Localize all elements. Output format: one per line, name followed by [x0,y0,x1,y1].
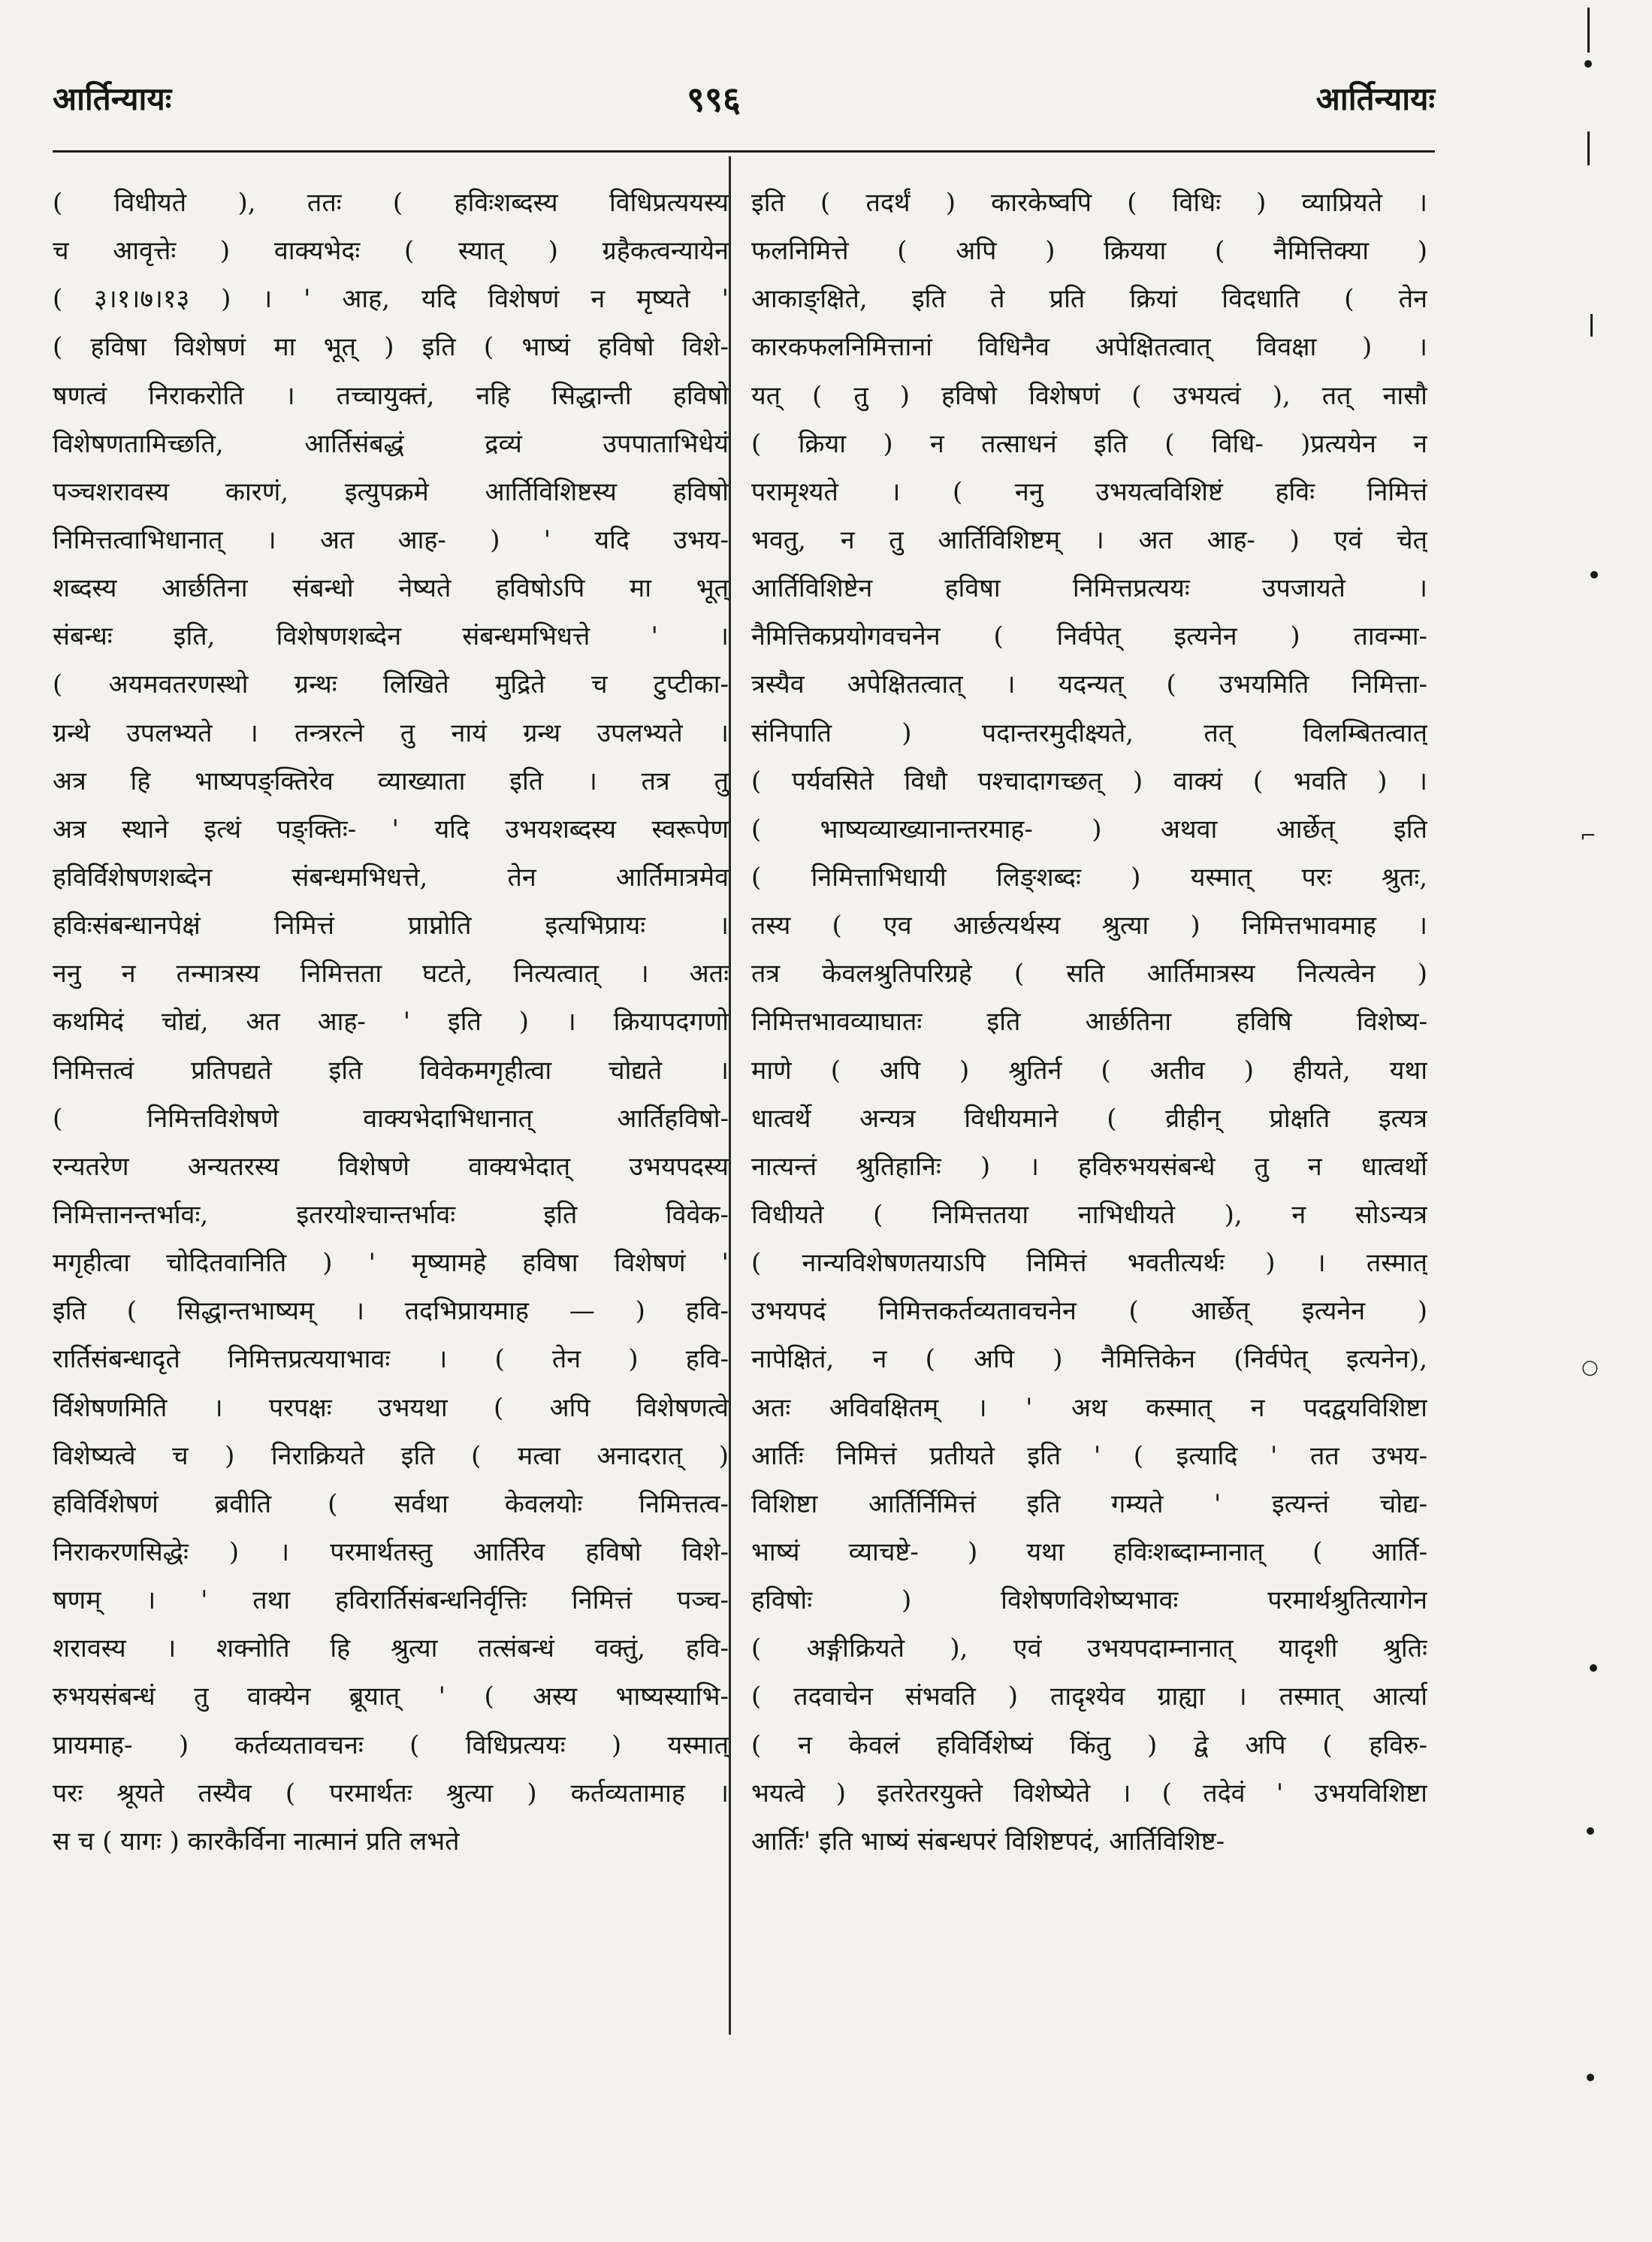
left-column-line: षणम् । ' तथा हविरार्तिसंबन्धनिर्वृत्तिः निमित्तं पञ्च- [53,1585,729,1616]
right-column-line: यत् ( तु ) हविषो विशेषणं ( उभयत्वं ), तत् नासौ [751,380,1427,411]
running-title-right: आर्तिन्यायः [1315,80,1435,117]
margin-mark [1590,571,1598,579]
left-column-line: र्विशेषणमिति । परपक्षः उभयथा ( अपि विशेषणत्वे [53,1392,729,1423]
left-column-line: हविर्विशेषणं ब्रवीति ( सर्वथा केवलयोः निमित्तत्व- [53,1488,729,1519]
left-column-line: हविर्विशेषणशब्देन संबन्धमभिधत्ते, तेन आर्तिमात्रमेव [53,862,729,893]
left-column-line: निमित्तानन्तर्भावः, इतरयोश्चान्तर्भावः इति विवेक- [53,1199,729,1230]
right-column-line: ( न केवलं हविर्विशेष्यं किंतु ) द्वे अपि ( हविरु- [751,1730,1427,1760]
right-column [751,179,1427,2177]
margin-mark: ⌐ [1580,825,1596,848]
right-column-line: भवतु, न तु आर्तिविशिष्टम् । अत आह- ) एवं चेत् [751,524,1427,555]
left-column-line: षणत्वं निराकरोति । तच्चायुक्तं, नहि सिद्धान्ती हविषो [53,380,729,411]
left-column-line: अत्र स्थाने इत्थं पङ्क्तिः- ' यदि उभयशब्दस्य स्वरूपेण [53,814,729,845]
left-column-line: ननु न तन्मात्रस्य निमित्तता घटते, नित्यत्वात् । अतः [53,959,729,990]
left-column-line: अत्र हि भाष्यपङ्क्तिरेव व्याख्याता इति । तत्र तु [53,766,729,796]
margin-mark [1587,2074,1594,2081]
right-column-line: ( क्रिया ) न तत्साधनं इति ( विधि- )प्रत्ययेन न [751,428,1427,459]
left-column-line: निमित्तत्वं प्रतिपद्यते इति विवेकमगृहीत्वा चोद्यते । [53,1055,729,1086]
margin-mark [1587,8,1590,53]
right-column-line: इति ( तदर्थं ) कारकेष्वपि ( विधिः ) व्याप्रियते । [751,188,1427,218]
right-column-line: नापेक्षितं, न ( अपि ) नैमित्तिकेन (निर्वपेत् इत्यनेन), [751,1344,1427,1375]
left-column-line: कथमिदं चोद्यं, अत आह- ' इति ) । क्रियापदगणो [53,1007,729,1038]
page-header [53,69,1435,129]
left-column-line: विशेषणतामिच्छति, आर्तिसंबद्धं द्रव्यं उपपाताभिधेयं [53,428,729,459]
right-column-line: आर्तिः निमित्तं प्रतीयते इति ' ( इत्यादि ' तत उभय- [751,1440,1427,1471]
running-title-left: आर्तिन्यायः [53,80,172,117]
right-column-line: त्रस्यैव अपेक्षितत्वात् । यदन्यत् ( उभयमिति निमित्ता- [751,669,1427,700]
right-column-line: नात्यन्तं श्रुतिहानिः ) । हविरुभयसंबन्धे तु न धात्वर्थो [751,1151,1427,1182]
right-column-line: कारकफलनिमित्तानां विधिनैव अपेक्षितत्वात् विवक्षा ) । [751,332,1427,363]
right-column-line: आर्तिः' इति भाष्यं संबन्धपरं विशिष्टपदं, आर्तिविशिष्ट- [751,1826,1225,1857]
right-column-line: ( नान्यविशेषणतयाऽपि निमित्तं भवतीत्यर्थः ) । तस्मात् [751,1248,1427,1279]
right-column-line: ( पर्यवसिते विधौ पश्चादागच्छत् ) वाक्यं ( भवति ) । [751,766,1427,796]
right-column-line: अतः अविवक्षितम् । ' अथ कस्मात् न पदद्वयविशिष्टा [751,1392,1427,1423]
right-column-line: विधीयते ( निमित्ततया नाभिधीयते ), न सोऽन्यत्र [751,1199,1427,1230]
left-column-line: इति ( सिद्धान्तभाष्यम् । तदभिप्रायमाह — ) हवि- [53,1296,729,1327]
left-column-line: पञ्चशरावस्य कारणं, इत्युपक्रमे आर्तिविशिष्टस्य हविषो [53,476,729,507]
right-column-line: ( निमित्ताभिधायी लिङ्शब्दः ) यस्मात् परः श्रुतः, [751,862,1427,893]
margin-mark [1587,1827,1594,1835]
left-column-line: प्रायमाह- ) कर्तव्यतावचनः ( विधिप्रत्ययः ) यस्मात् [53,1730,729,1760]
right-column-line: आकाङ्क्षिते, इति ते प्रति क्रियां विदधाति ( तेन [751,284,1427,315]
margin-mark [1587,131,1590,165]
right-column-line: संनिपाति ) पदान्तरमुदीक्ष्यते, तत् विलम्बितत्वात् [751,718,1427,748]
right-column-line: नैमित्तिकप्रयोगवचनेन ( निर्वपेत् इत्यनेन ) तावन्मा- [751,621,1427,652]
right-column-line: भाष्यं व्याचष्टे- ) यथा हविःशब्दाम्नानात् ( आर्ति- [751,1536,1427,1567]
right-column-line: आर्तिविशिष्टेन हविषा निमित्तप्रत्ययः उपजायते । [751,573,1427,604]
left-column-line: रुभयसंबन्धं तु वाक्येन ब्रूयात् ' ( अस्य भाष्यस्याभि- [53,1682,729,1712]
left-column-line: मगृहीत्वा चोदितवानिति ) ' मृष्यामहे हविषा विशेषणं ' [53,1248,729,1279]
left-column-line: शरावस्य । शक्नोति हि श्रुत्या तत्संबन्धं वक्तुं, हवि- [53,1633,729,1664]
left-column-line: ( अयमवतरणस्थो ग्रन्थः लिखिते मुद्रिते च टुप्टीका- [53,669,729,700]
left-column-line: निमित्तत्वाभिधानात् । अत आह- ) ' यदि उभय- [53,524,729,555]
left-column-line: संबन्धः इति, विशेषणशब्देन संबन्धमभिधत्ते ' । [53,621,729,652]
right-column-line: फलनिमित्ते ( अपि ) क्रियया ( नैमित्तिक्या ) [751,236,1427,267]
right-column-line: तत्र केवलश्रुतिपरिग्रहे ( सति आर्तिमात्रस्य नित्यत्वेन ) [751,959,1427,990]
left-column-line: शब्दस्य आर्छतिना संबन्धो नेष्यते हविषोऽपि मा भूत् [53,573,729,604]
left-column-line: निराकरणसिद्धेः ) । परमार्थतस्तु आर्तिरेव हविषो विशे- [53,1536,729,1567]
right-column-line: परामृश्यते । ( ननु उभयत्वविशिष्टं हविः निमित्तं [751,476,1427,507]
left-column-line: परः श्रूयते तस्यैव ( परमार्थतः श्रुत्या ) कर्तव्यतामाह । [53,1778,729,1808]
left-column-line: रन्यतरेण अन्यतरस्य विशेषणे वाक्यभेदात् उभयपदस्य [53,1151,729,1182]
left-column-line: ग्रन्थे उपलभ्यते । तन्त्ररत्ने तु नायं ग्रन्थ उपलभ्यते । [53,718,729,748]
right-column-line: विशिष्टा आर्तिर्निमित्तं इति गम्यते ' इत्यन्तं चोद्य- [751,1488,1427,1519]
right-column-line: माणे ( अपि ) श्रुतिर्न ( अतीव ) हीयते, यथा [751,1055,1427,1086]
left-column-line: ( विधीयते ), ततः ( हविःशब्दस्य विधिप्रत्ययस्य [53,188,729,218]
right-column-line: ( तदवाचेन संभवति ) तादृश्येव ग्राह्या । तस्मात् आर्त्या [751,1682,1427,1712]
left-column [53,179,729,2177]
margin-mark [1590,314,1593,337]
right-column-line: भयत्वे ) इतरेतरयुक्ते विशेष्येते । ( तदेवं ' उभयविशिष्टा [751,1778,1427,1808]
left-column-line: विशेष्यत्वे च ) निराक्रियते इति ( मत्वा अनादरात् ) [53,1440,729,1471]
right-column-line: तस्य ( एव आर्छत्यर्थस्य श्रुत्या ) निमित्तभावमाह । [751,911,1427,941]
right-column-line: ( भाष्यव्याख्यानान्तरमाह- ) अथवा आर्छेत् इति [751,814,1427,845]
right-column-line: निमित्तभावव्याघातः इति आर्छतिना हविषि विशेष्य- [751,1007,1427,1038]
header-rule [53,150,1435,153]
right-column-line: उभयपदं निमित्तकर्तव्यतावचनेन ( आर्छेत् इत्यनेन ) [751,1296,1427,1327]
column-divider [729,156,731,2035]
left-column-line: ( निमित्तविशेषणे वाक्यभेदाभिधानात् आर्तिहविषो- [53,1103,729,1134]
right-column-line: धात्वर्थे अन्यत्र विधीयमाने ( व्रीहीन् प्रोक्षति इत्यत्र [751,1103,1427,1134]
page-number: ९९६ [687,79,741,119]
left-column-line: च आवृत्तेः ) वाक्यभेदः ( स्यात् ) ग्रहैकत्वन्यायेन [53,236,729,267]
left-column-line: ( ३।१।७।१३ ) । ' आह, यदि विशेषणं न मृष्यते ' [53,284,729,315]
margin-mark: ○ [1581,1356,1599,1379]
left-column-line: ( हविषा विशेषणं मा भूत् ) इति ( भाष्यं हविषो विशे- [53,332,729,363]
left-column-line: रार्तिसंबन्धादृते निमित्तप्रत्ययाभावः । ( तेन ) हवि- [53,1344,729,1375]
margin-mark [1590,1664,1597,1672]
right-column-line: ( अङ्गीक्रियते ), एवं उभयपदाम्नानात् यादृशी श्रुतिः [751,1633,1427,1664]
left-column-line: स च ( यागः ) कारकैर्विना नात्मानं प्रति लभते [53,1826,460,1857]
right-column-line: हविषोः ) विशेषणविशेष्यभावः परमार्थश्रुतित्यागेन [751,1585,1427,1616]
left-column-line: हविःसंबन्धानपेक्षं निमित्तं प्राप्नोति इत्यभिप्रायः । [53,911,729,941]
margin-mark [1584,60,1592,68]
